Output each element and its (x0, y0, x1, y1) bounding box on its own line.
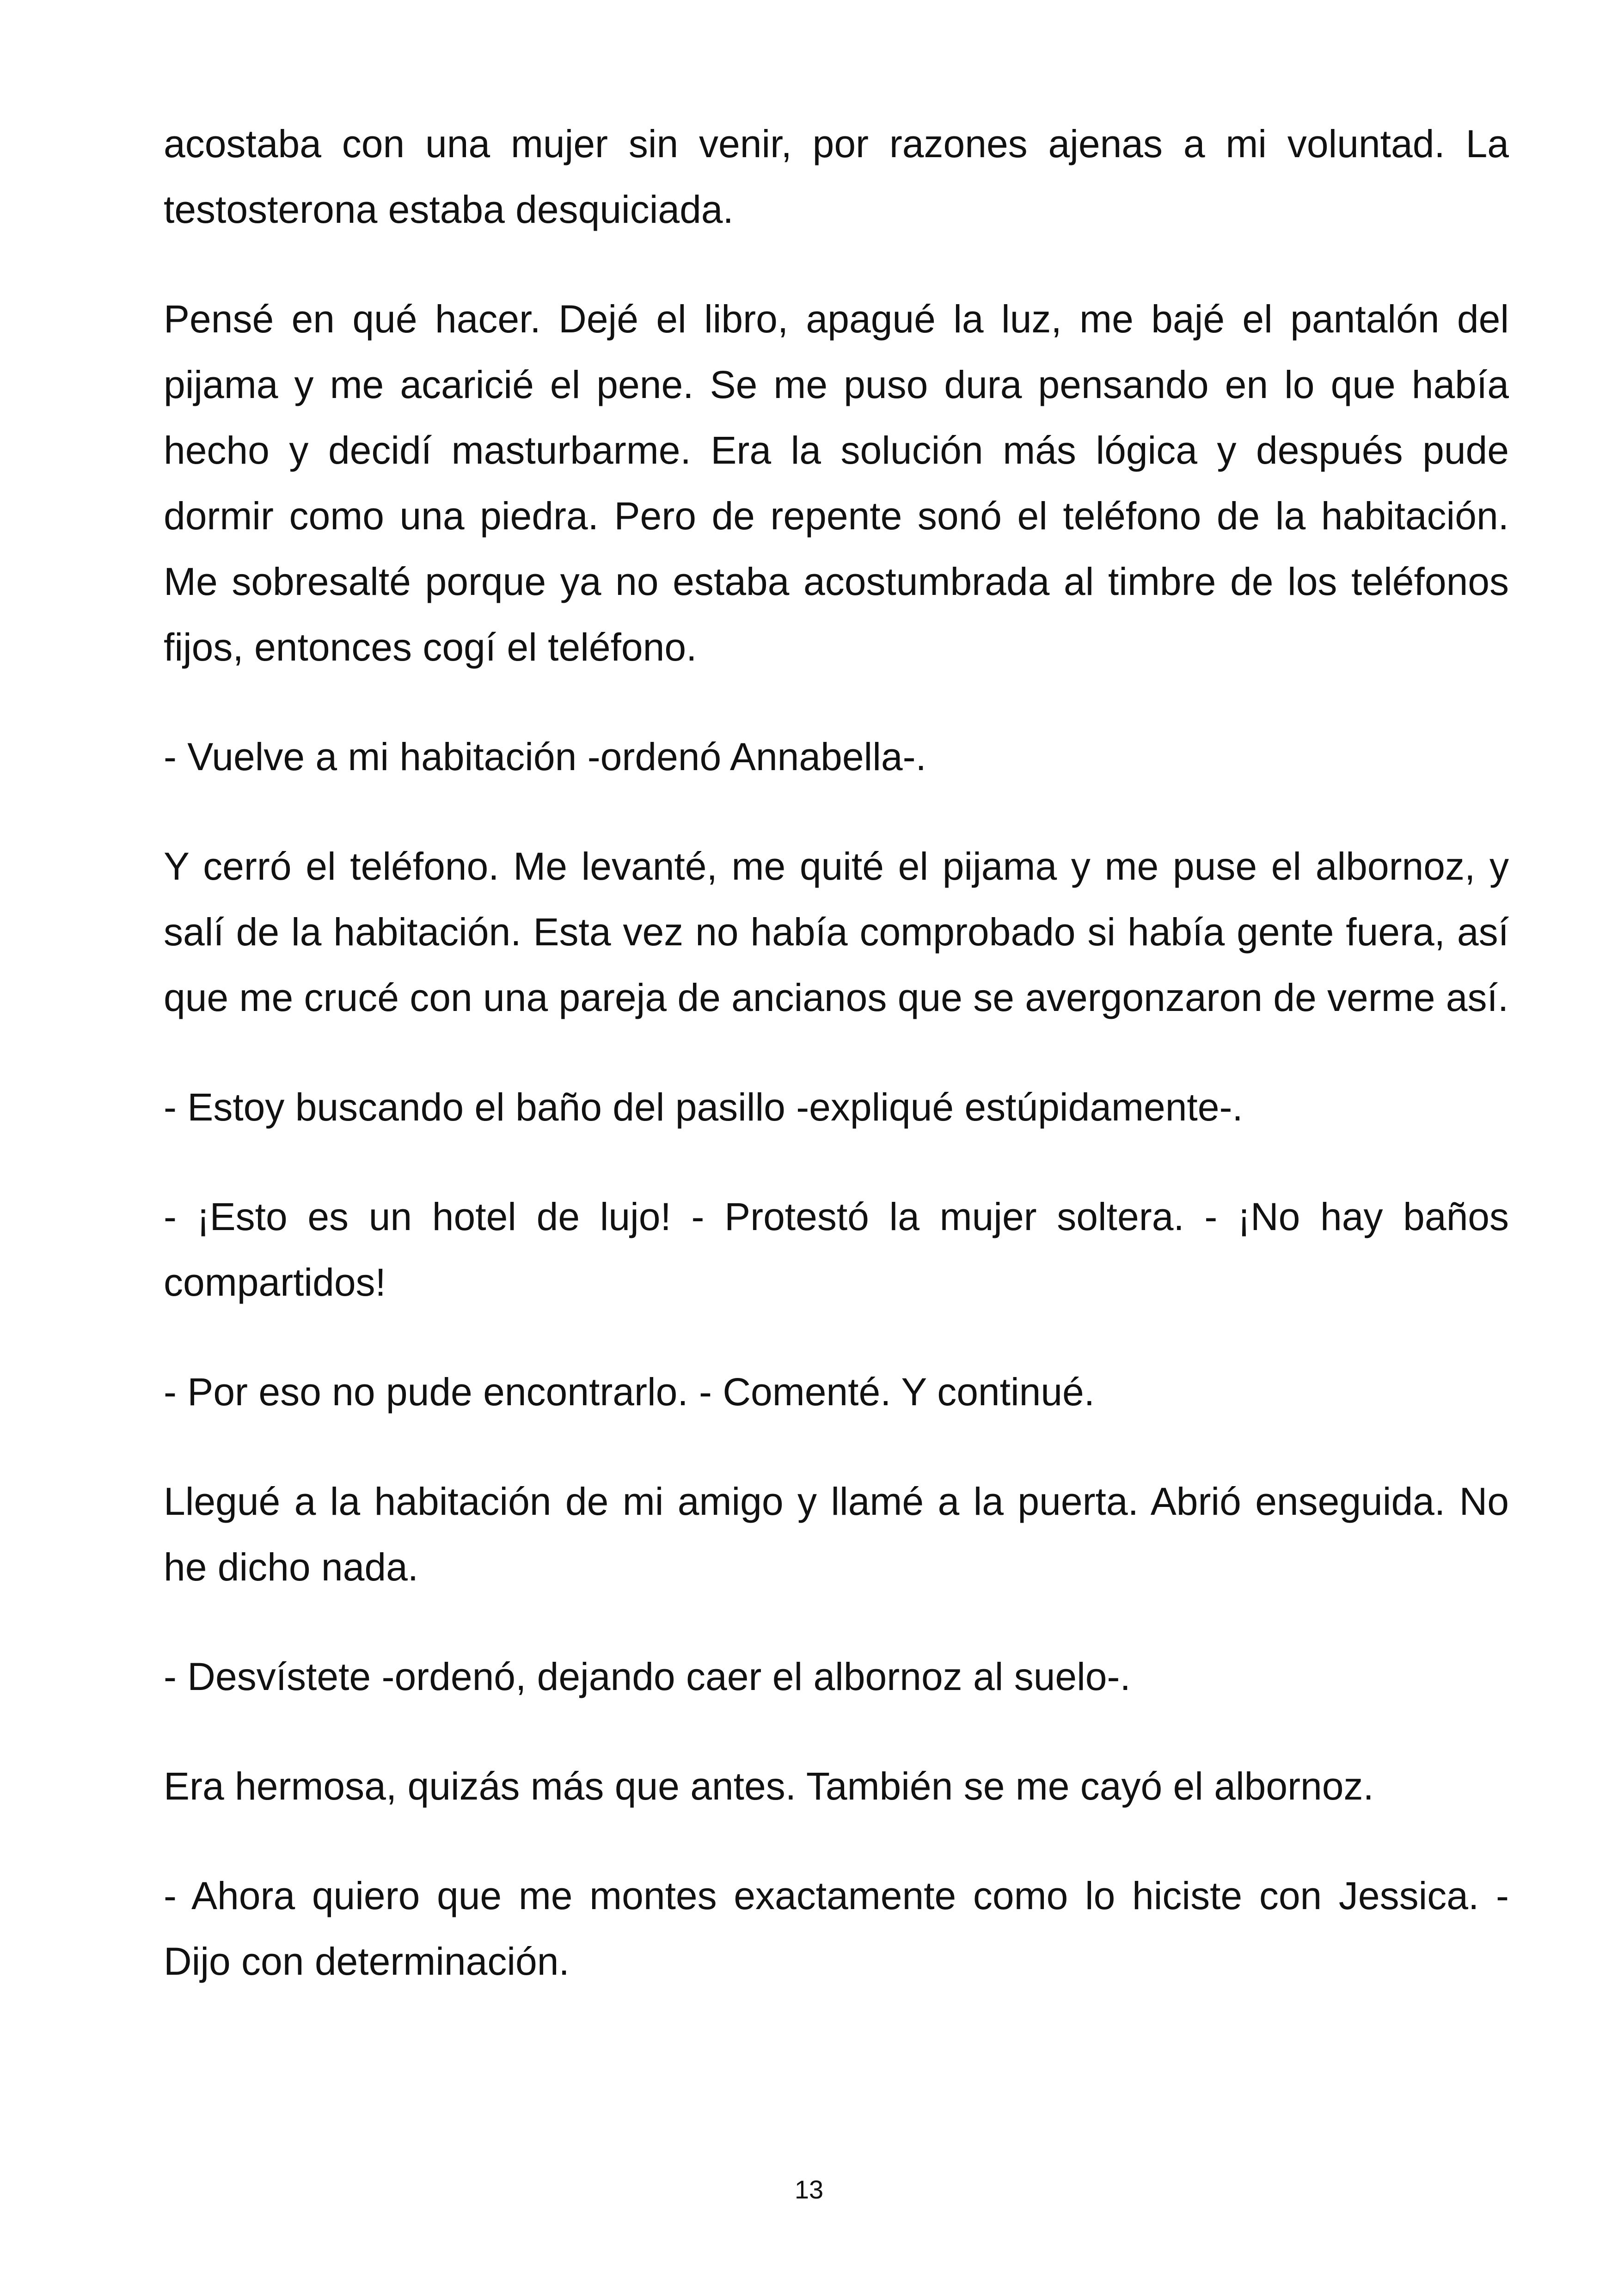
paragraph: - ¡Esto es un hotel de lujo! - Protestó la mujer soltera. - ¡No hay baños compartidos! (164, 1195, 1509, 1304)
paragraph: Pensé en qué hacer. Dejé el libro, apagué la luz, me bajé el pantalón del pijama y me acaricié el pene. Se me puso dura pensando en lo que había hecho y decidí masturbarme. Era la solución más lógica y después pude dormir como una piedra. Pero de repente sonó el teléfono de la habitación. Me sobresalté porque ya no estaba acostumbrada al timbre de los teléfonos fijos, entonces cogí el teléfono. (164, 297, 1509, 669)
page-body (164, 111, 1509, 1994)
paragraph: - Ahora quiero que me montes exactamente como lo hiciste con Jessica. - Dijo con determinación. (164, 1874, 1509, 1983)
paragraph: - Estoy buscando el baño del pasillo -expliqué estúpidamente-. (164, 1085, 1243, 1129)
paragraph: Y cerró el teléfono. Me levanté, me quité el pijama y me puse el albornoz, y salí de la habitación. Esta vez no había comprobado si había gente fuera, así que me crucé con una pareja de ancianos que se avergonzaron de verme así. (164, 845, 1509, 1019)
paragraph: acostaba con una mujer sin venir, por razones ajenas a mi voluntad. La testosterona estaba desquiciada. (164, 122, 1509, 231)
page-number: 13 (794, 2175, 824, 2204)
paragraph: Era hermosa, quizás más que antes. También se me cayó el albornoz. (164, 1764, 1374, 1808)
paragraph: - Vuelve a mi habitación -ordenó Annabella-. (164, 735, 926, 778)
paragraph: - Desvístete -ordenó, dejando caer el albornoz al suelo-. (164, 1655, 1131, 1698)
paragraph: - Por eso no pude encontrarlo. - Comenté. Y continué. (164, 1370, 1095, 1414)
paragraph: Llegué a la habitación de mi amigo y llamé a la puerta. Abrió enseguida. No he dicho nada. (164, 1480, 1509, 1589)
